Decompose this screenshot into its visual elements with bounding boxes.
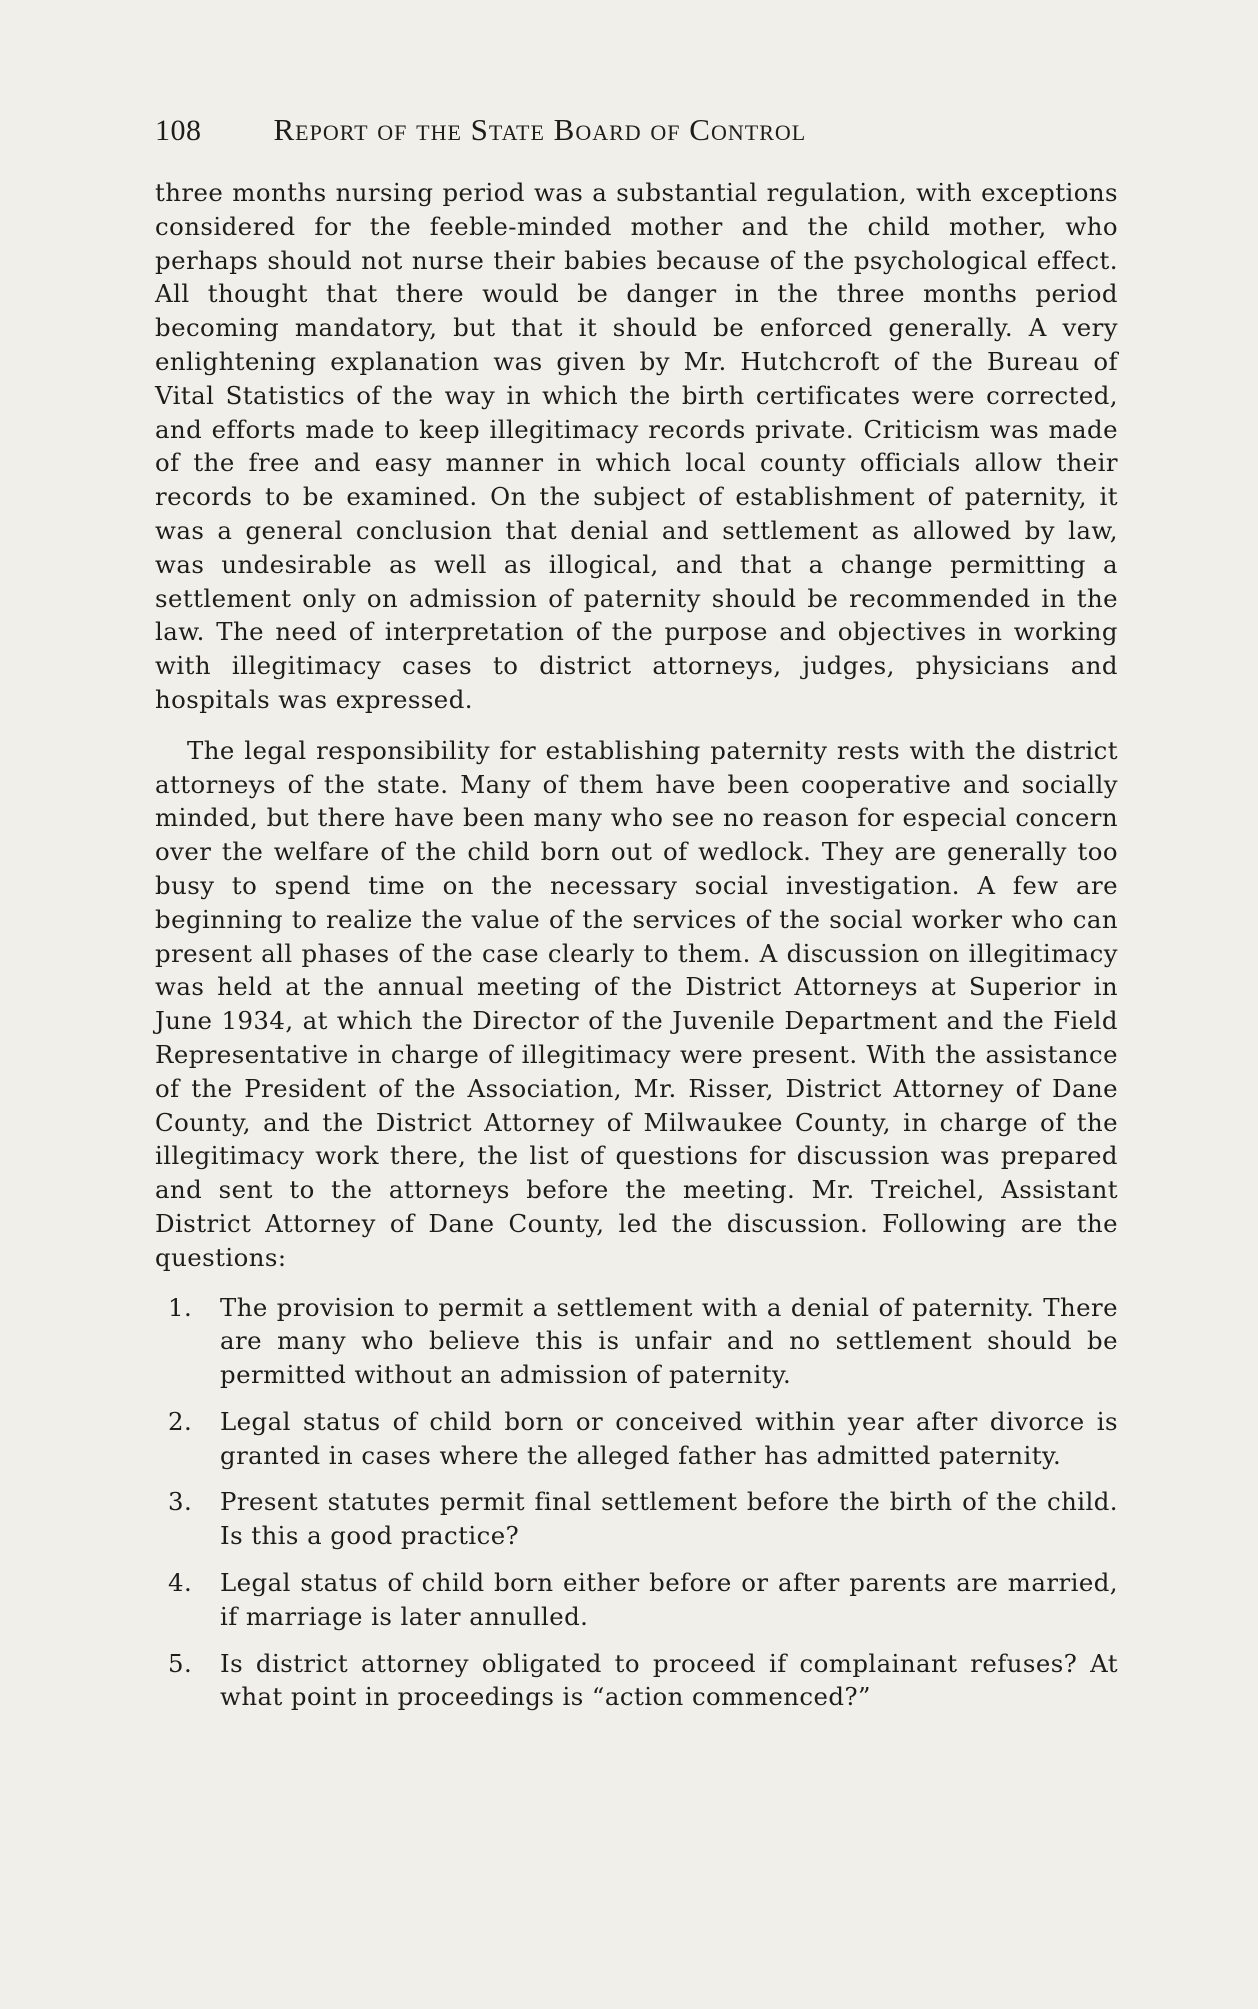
question-item	[155, 1291, 1118, 1392]
question-item	[155, 1566, 1118, 1634]
question-text: Legal status of child born or conceived within year after divorce is granted in cases where the alleged father has admitted paternity.	[220, 1406, 1118, 1470]
question-text: Legal status of child born either before or after parents are married, if marriage is later annulled.	[220, 1568, 1118, 1631]
question-item	[155, 1647, 1118, 1715]
page-number: 108	[155, 114, 202, 147]
running-title: Report of the State Board of Control	[273, 112, 807, 147]
paragraph-continued: three months nursing period was a substantial regulation, with exceptions considered for the feeble-minded mother and the child mother, who perhaps should not nurse their babies because of the psychological effect. All thought that there would be danger in the three months period becoming mandatory, but that it should be enforced generally. A very enlightening explanation was given by Mr. Hutchcroft of the Bureau of Vital Statistics of the way in which the birth certificates were corrected, and efforts made to keep illegitimacy records private. Criticism was made of the free and easy manner in which local county officials allow their records to be examined. On the subject of establishment of paternity, it was a general conclusion that denial and settlement as allowed by law, was undesirable as well as illogical, and that a change permitting a settlement only on admission of paternity should be recommended in the law. The need of interpretation of the purpose and objectives in working with illegitimacy cases to district attorneys, judges, physicians and hospitals was expressed.	[155, 178, 1118, 714]
paragraph-paternity: The legal responsibility for establishing paternity rests with the district attorneys of the state. Many of them have been cooperative and socially minded, but there have been many who see no reason for especial concern over the welfare of the child born out of wedlock. They are generally too busy to spend time on the necessary social investigation. A few are beginning to realize the value of the services of the social worker who can present all phases of the case clearly to them. A discussion on illegitimacy was held at the annual meeting of the District Attorneys at Superior in June 1934, at which the Director of the Juvenile Department and the Field Representative in charge of illegitimacy were present. With the assistance of the President of the Association, Mr. Risser, District Attorney of Dane County, and the District Attorney of Milwaukee County, in charge of the illegitimacy work there, the list of questions for discussion was prepared and sent to the attorneys before the meeting. Mr. Treichel, Assistant District Attorney of Dane County, led the discussion. Following are the questions:	[155, 735, 1118, 1272]
question-number: 1.	[168, 1292, 193, 1322]
question-text: Is district attorney obligated to proceed if complainant refuses? At what point in proceedings is “action commenced?”	[220, 1648, 1118, 1712]
question-text: Present statutes permit final settlement before the birth of the child. Is this a good practice?	[220, 1487, 1118, 1551]
question-number: 4.	[168, 1568, 193, 1598]
question-item	[155, 1485, 1118, 1553]
question-text: The provision to permit a settlement with a denial of paternity. There are many who believe this is unfair and no settlement should be permitted without an admission of paternity.	[220, 1292, 1118, 1390]
question-number: 3.	[168, 1487, 193, 1517]
question-number: 5.	[168, 1648, 193, 1678]
running-head	[155, 112, 1118, 148]
question-number: 2.	[168, 1406, 193, 1436]
question-item	[155, 1405, 1118, 1473]
question-list	[155, 1291, 1118, 1715]
